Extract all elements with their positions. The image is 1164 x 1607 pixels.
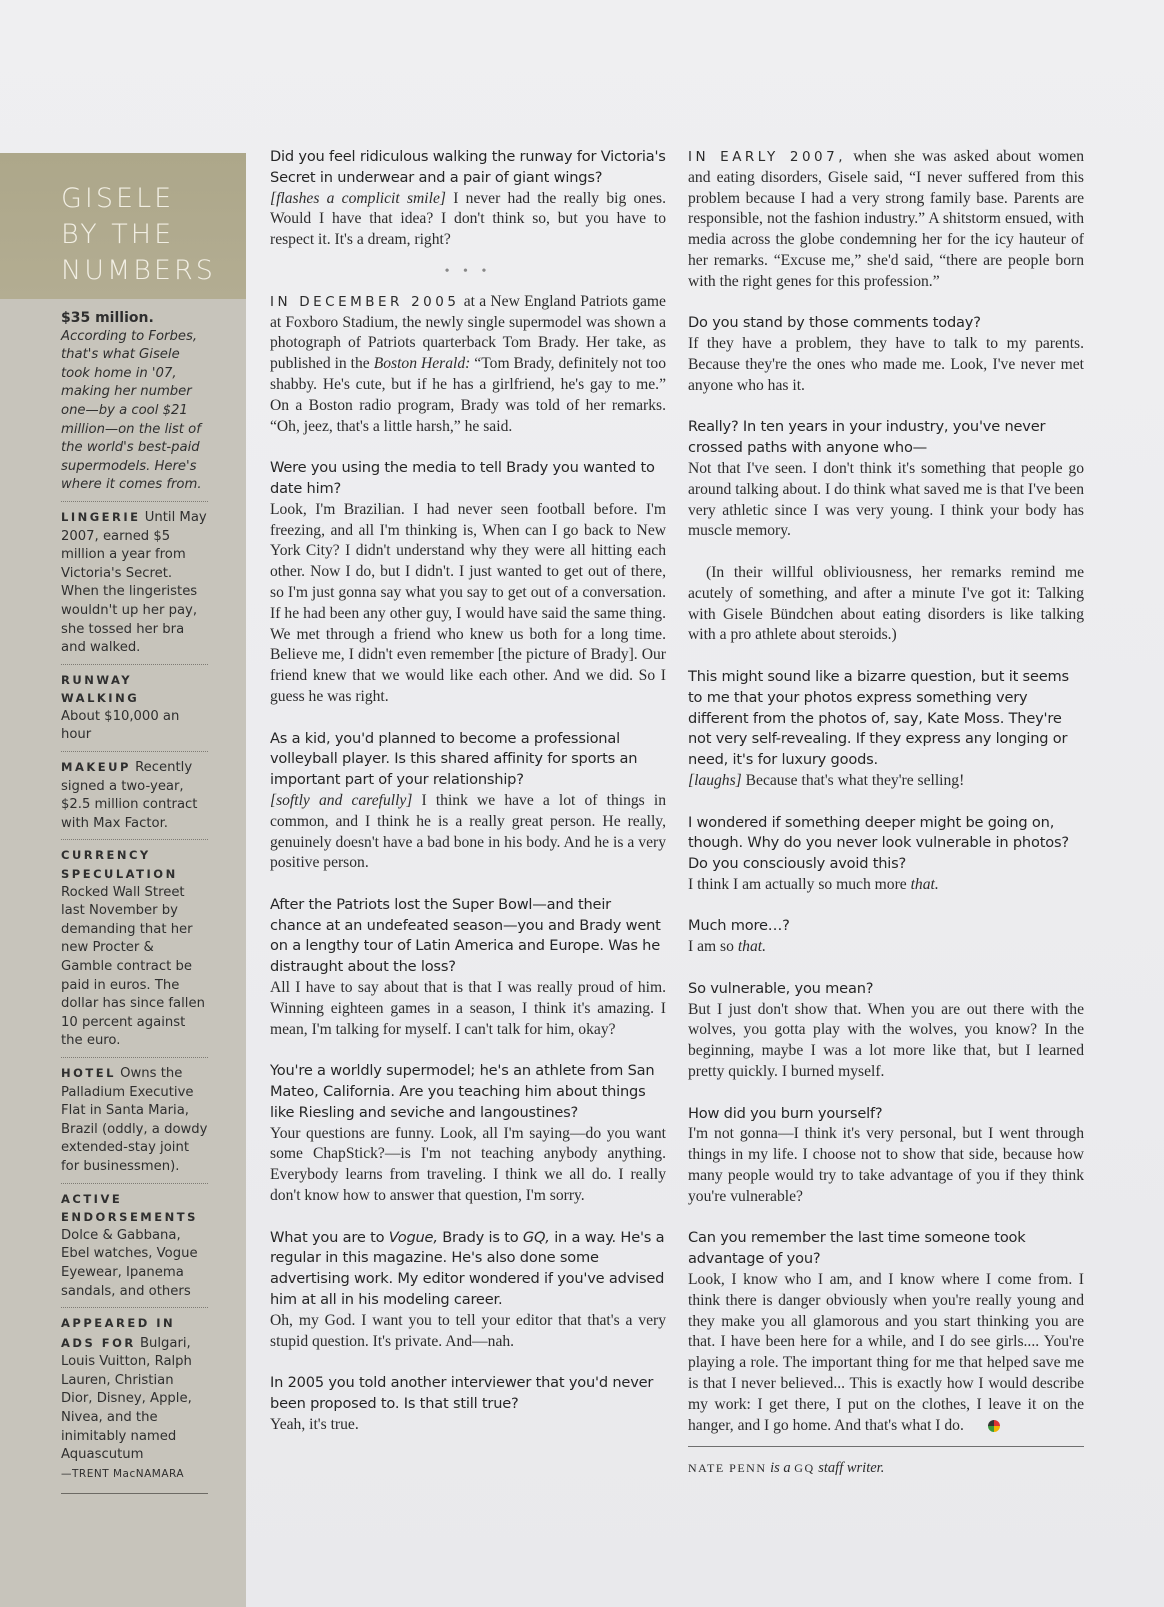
stage-direction: [laughs] [688, 771, 742, 789]
end-mark-icon [988, 1420, 1000, 1432]
answer [688, 771, 1084, 792]
narrative-text: at a New England Patriots game at Foxboro Stadium, the newly single supermodel was shown a photograph of Patriots quarterback Tom Brady. Her take, as published in the [270, 292, 666, 373]
magazine-name: GQ, [522, 1228, 550, 1246]
question: In 2005 you told another interviewer that you'd never been proposed to. Is that still true? [270, 1374, 654, 1413]
question: Did you feel ridiculous walking the runway for Victoria's Secret in underwear and a pair of giant wings? [270, 148, 666, 186]
sidebar-title: GISELE BY THE NUMBERS [61, 183, 216, 286]
sidebar-lead-text: According to Forbes, that's what Gisele took home in '07, making her number one—by a cool $21 million—on the list of the world's best-paid supermodels. Here's where it comes from. [61, 328, 202, 493]
question: This might sound like a bizarre question, but it seems to me that your photos express something very different from the photos of, say, Kate Moss. They're not very self-revealing. If they express any longing or need, it's for luxury goods. [688, 667, 1069, 769]
question-text: What you are to [270, 1228, 389, 1246]
sidebar-item-label: APPEARED IN ADS FOR [61, 1316, 176, 1350]
qa-block [270, 1373, 666, 1435]
section-separator: • • • [444, 263, 492, 279]
qa-block [688, 1228, 1084, 1436]
question: I wondered if something deeper might be going on, though. Why do you never look vulnerable in photos? Do you consciously avoid this? [688, 813, 1069, 873]
answer-text: Look, I know who I am, and I know where I come from. I think there is danger obviously when you're really young and they make you all glamorous and you start thinking you are that. I have been here for a while, and I do see girls.... You're playing a role. The important thing for me that helped save me is that I never believed... This is exactly how I would describe my work: I get there, I put on the clothes, I leave it on the hanger, and I go home. And that's what I do. [688, 1271, 1084, 1434]
question: As a kid, you'd planned to become a professional volleyball player. Is this shared affinity for sports an important part of your relationship? [270, 729, 638, 789]
sidebar-item [61, 501, 208, 664]
sidebar-item-label: ACTIVE ENDORSEMENTS [61, 1191, 198, 1225]
qa-block [270, 1061, 666, 1207]
sidebar-item-label: LINGERIE [61, 509, 141, 524]
question: Do you stand by those comments today? [688, 314, 981, 332]
sidebar-item [61, 751, 208, 839]
credit-text: is a [766, 1460, 795, 1477]
question: You're a worldly supermodel; he's an athlete from San Mateo, California. Are you teaching him about things like Riesling and seviche and langoustines? [270, 1062, 655, 1121]
answer-text: I never had the really big ones. Would I have that idea? I don't think so, but you have to respect it. It's a dream, right? [270, 189, 666, 249]
question: Can you remember the last time someone took advantage of you? [688, 1229, 1026, 1268]
question: Were you using the media to tell Brady you wanted to date him? [270, 459, 655, 497]
magazine-name: GQ [794, 1461, 815, 1476]
answer-text: I think I am actually so much more [688, 875, 911, 893]
qa-block [270, 1228, 666, 1353]
answer: Yeah, it's true. [270, 1415, 359, 1433]
sidebar-item-label: HOTEL [61, 1065, 116, 1080]
qa-block [688, 979, 1084, 1083]
question: How did you burn yourself? [688, 1104, 883, 1122]
question [270, 1228, 666, 1311]
emphasis: that. [737, 938, 766, 956]
numbers-sidebar [0, 153, 246, 1607]
answer [270, 189, 666, 251]
answer: But I just don't show that. When you are out there with the wolves, you gotta play with the wolves, you know? In the beginning, maybe I was a lot more like that, but I learned pretty quickly. I burned myself. [688, 1000, 1084, 1081]
question: So vulnerable, you mean? [688, 979, 874, 997]
lead-in: IN EARLY 2007, [688, 149, 847, 165]
qa-block [688, 1104, 1084, 1208]
answer: Look, I'm Brazilian. I had never seen football before. I'm freezing, and all I'm thinking is, When can I go back to New York City? I didn't understand why they were all hitting each other. Now I do, but I didn't. I just wanted to get out of there, so I'm just gonna say what you say to get out of a conversation. If he had been any other guy, I would have said the same thing. We met through a friend who knew us both for a long time. Believe me, I didn't even remember [the picture of Brady]. Our friend knew that we would like each other. And we did. So I guess he was right. [270, 500, 666, 705]
qa-block [688, 313, 1084, 396]
sidebar-item-text: Recently signed a two-year, $2.5 million contract with Max Factor. [61, 760, 198, 831]
sidebar-credit: —TRENT MacNAMARA [61, 1467, 185, 1480]
writer-aside: (In their willful obliviousness, her remarks remind me acutely of something, and after a minute I've got it: Talking with Gisele Bündchen about eating disorders is like talking with a pro athlete about steroids.) [688, 563, 1084, 644]
qa-block [270, 729, 666, 875]
question: After the Patriots lost the Super Bowl—and their chance at an undefeated season—you and Brady went on a lengthy tour of Latin America and Europe. Was he distraught about the loss? [270, 895, 661, 976]
sidebar-item-label: MAKEUP [61, 760, 131, 775]
magazine-name: Vogue, [388, 1228, 438, 1246]
publication-name: Boston Herald: [373, 355, 471, 373]
qa-block [688, 813, 1084, 896]
sidebar-item-text: Until May 2007, earned $5 million a year from Victoria's Secret. When the lingeristes wouldn't up her pay, she tossed her bra and walked. [61, 509, 207, 656]
question: Really? In ten years in your industry, you've never crossed paths with anyone who— [688, 418, 1046, 457]
sidebar-end-rule [61, 1493, 208, 1494]
lead-in: IN DECEMBER 2005 [270, 293, 460, 310]
answer [688, 937, 1084, 958]
answer: Your questions are funny. Look, all I'm saying—do you want some ChapStick?—is I'm not teaching anybody anything. Everybody learns from traveling. I think we all do. I really don't know how to answer that question, I'm sorry. [270, 1124, 666, 1205]
sidebar-header [0, 153, 246, 299]
qa-block [270, 147, 666, 251]
sidebar-lead [61, 309, 208, 501]
sidebar-item [61, 1183, 208, 1308]
answer [688, 875, 1084, 896]
qa-block [688, 417, 1084, 542]
sidebar-item [61, 1057, 208, 1183]
sidebar-body [0, 299, 246, 1494]
sidebar-item [61, 1307, 208, 1489]
answer: I'm not gonna—I think it's very personal, but I went through things in my life. I choose not to show that side, because how many people would try to take advantage of you if they think you're vulnerable? [688, 1125, 1084, 1205]
sidebar-item [61, 839, 208, 1057]
answer-text: I am so [688, 938, 738, 956]
answer: All I have to say about that is that I was really proud of him. Winning eighteen games in a season, I think it's amazing. I mean, I'm talking for myself. I can't talk for him, okay? [270, 979, 666, 1038]
sidebar-item-text: Bulgari, Louis Vuitton, Ralph Lauren, Christian Dior, Disney, Apple, Nivea, and the inimitably named Aquascutum [61, 1335, 192, 1463]
emphasis: that. [910, 875, 939, 893]
question-text: in a way. He's a regular in this magazine. He's also done some advertising work. My editor wondered if you've advised him at all in his modeling career. [270, 1228, 665, 1309]
answer-text: I think we have a lot of things in common, and I think he is a really great person. He really, genuinely doesn't have a bad bone in his body. And he is a very positive person. [270, 791, 666, 872]
sidebar-item-label: RUNWAY WALKING [61, 672, 140, 706]
answer [688, 1270, 1084, 1436]
stage-direction: [softly and carefully] [270, 791, 413, 809]
author-name: NATE PENN [688, 1461, 767, 1476]
sidebar-item-label: CURRENCY SPECULATION [61, 848, 178, 882]
article-column-1 [270, 147, 666, 1456]
sidebar-item-text: Dolce & Gabbana, Ebel watches, Vogue Eyewear, Ipanema sandals, and others [61, 1227, 198, 1299]
question: Much more…? [688, 917, 790, 935]
author-credit [688, 1446, 1084, 1477]
stage-direction: [flashes a complicit smile] [270, 189, 446, 207]
sidebar-item-text: Owns the Palladium Executive Flat in Santa Maria, Brazil (oddly, a dowdy extended-stay joint for businessmen). [61, 1065, 208, 1174]
sidebar-item-text: About $10,000 an hour [61, 708, 180, 743]
qa-block [688, 667, 1084, 792]
qa-block [270, 458, 666, 708]
qa-block [688, 916, 1084, 958]
narrative-paragraph [688, 147, 1084, 293]
credit-text: staff writer. [814, 1460, 885, 1477]
narrative-text: “Tom Brady, definitely not too shabby. He's cute, but if he has a girlfriend, he's gay to me.” On a Boston radio program, Brady was told of her remarks. “Oh, jeez, that's a little harsh,” he said. [270, 355, 666, 435]
answer: If they have a problem, they have to talk to my parents. Because they're the ones who made me. Look, I've never met anyone who has it. [688, 335, 1084, 394]
narrative-paragraph [270, 292, 666, 438]
answer: Not that I've seen. I don't think it's something that people go around talking about. I do think what saved me is that I've been very athletic since I was very young. I think your body has muscle memory. [688, 459, 1084, 540]
answer: Oh, my God. I want you to tell your editor that that's a very stupid question. It's private. And—nah. [270, 1311, 666, 1350]
question-text: Brady is to [437, 1228, 523, 1246]
article-column-2 [688, 147, 1084, 1477]
answer [270, 791, 666, 874]
sidebar-item-text: Rocked Wall Street last November by demanding that her new Procter & Gamble contract be paid in euros. The dollar has since fallen 10 percent against the euro. [61, 884, 205, 1049]
credit-line [688, 1460, 884, 1476]
sidebar-lead-amount: $35 million. [61, 310, 154, 326]
narrative-text: when she was asked about women and eating disorders, Gisele said, “I never suffered from this problem because I had a very strong family base. Parents are responsible, not the fashion industry.” A shitstorm ensued, with media across the globe condemning her for the icy hauteur of her remarks. “Excuse me,” she'd said, “there are people born with the right genes for this profession.” [688, 148, 1084, 290]
sidebar-item [61, 664, 208, 751]
answer-text: Because that's what they're selling! [741, 771, 965, 789]
qa-block [270, 895, 666, 1041]
